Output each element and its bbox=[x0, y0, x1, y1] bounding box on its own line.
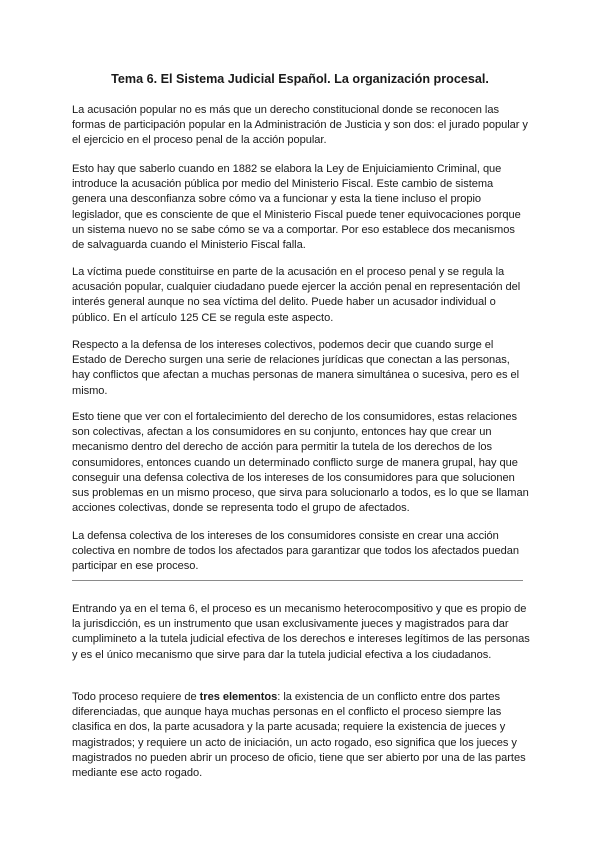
horizontal-divider bbox=[72, 580, 523, 581]
paragraph-acusacion-popular: La acusación popular no es más que un derecho constitucional donde se reconocen las formas de participación popular en la Administración de Justicia y son dos: el jurado popular y el ejercicio en el proceso penal de la acción popular. bbox=[72, 104, 528, 147]
paragraph-rest-text: : la existencia de un conflicto entre dos partes diferenciadas, que aunque haya muchas personas en el conflicto el proceso siempre las clasifica en dos, la parte acusadora y la parte acusada; requiere la existencia de jueces y magistrados; y requiere un acto de iniciación, un acto rogado, eso significa que los jueces y magistrados no pueden abrir un proceso de oficio, tiene que ser abierto por una de las partes mediante ese acto rogado. bbox=[72, 691, 526, 780]
paragraph-intereses-colectivos: Respecto a la defensa de los intereses colectivos, podemos decir que cuando surge el Estado de Derecho surgen una serie de relaciones jurídicas que conectan a las personas, hay conflictos que afectan a muchas personas de manera simultánea o sucesiva, pero es el mismo. bbox=[72, 339, 520, 397]
paragraph-defensa-colectiva: La defensa colectiva de los intereses de los consumidores consiste en crear una acción colectiva en nombre de todos los afectados para garantizar que todos los afectados puedan participar en ese proceso. bbox=[72, 530, 519, 573]
paragraph-victima: La víctima puede constituirse en parte de la acusación en el proceso penal y se regula la acusación popular, cualquier ciudadano puede ejercer la acción penal en representación del interés general aunque no sea víctima del delito. Puede haber un acusador individual o público. En el artículo 125 CE se regula este aspecto. bbox=[72, 266, 521, 324]
document-title: Tema 6. El Sistema Judicial Español. La organización procesal. bbox=[111, 72, 489, 86]
paragraph-ley-enjuiciamiento: Esto hay que saberlo cuando en 1882 se elabora la Ley de Enjuiciamiento Criminal, que introduce la acusación pública por medio del Ministerio Fiscal. Este cambio de sistema genera una desconfianza sobre cómo va a funcionar y esta la tiene incluso el propio legislador, que es consciente de que el Ministerio Fiscal puede tener equivocaciones porque un sistema nuevo no se sabe cómo se va a comportar. Por eso establece dos mecanismos de salvaguarda cuando el Ministerio Fiscal falla. bbox=[72, 163, 521, 252]
paragraph-tres-elementos bbox=[72, 690, 530, 781]
paragraph-lead-text: Todo proceso requiere de bbox=[72, 691, 200, 703]
paragraph-consumidores: Esto tiene que ver con el fortalecimiento del derecho de los consumidores, estas relaciones son colectivas, afectan a los consumidores en su conjunto, entonces hay que crear un mecanismo dentro del derecho de acción para permitir la tutela de los derechos de los consumidores, entonces cuando un determinado conflicto surge de manera grupal, hay que conseguir una defensa colectiva de los intereses de los consumidores para que solucionen sus problemas en un mismo proceso, que sirva para solucionarlo a todos, es lo que se llaman acciones colectivas, donde se representa todo el grupo de afectados. bbox=[72, 411, 529, 515]
paragraph-tema-6: Entrando ya en el tema 6, el proceso es un mecanismo heterocompositivo y que es propio de la jurisdicción, es un instrumento que usan exclusivamente jueces y magistrados para dar cumplimineto a la tutela judicial efectiva de los derechos e intereses legítimos de las personas y es el único mecanismo que sirve para dar la tutela judicial efectiva a los ciudadanos. bbox=[72, 603, 530, 661]
bold-tres-elementos: tres elementos bbox=[199, 691, 278, 703]
